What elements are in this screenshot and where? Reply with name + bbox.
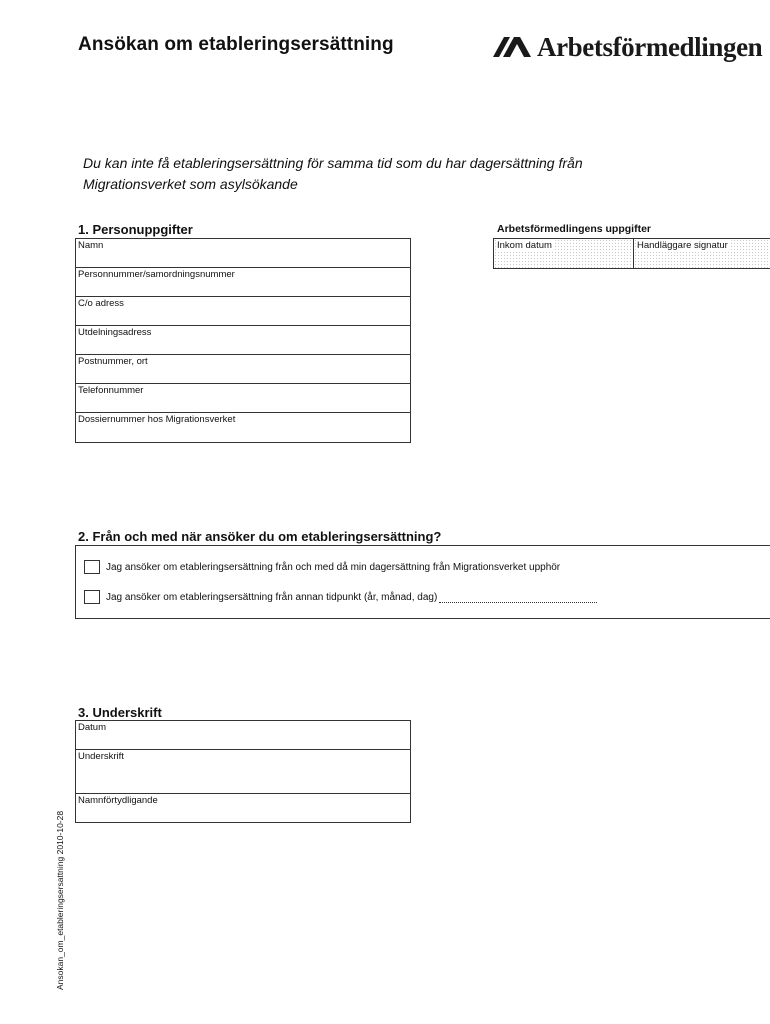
logo-mark-icon: [493, 36, 533, 58]
field-label: Dossiernummer hos Migrationsverket: [78, 414, 236, 425]
other-date-input[interactable]: [439, 592, 597, 603]
field-label: C/o adress: [78, 298, 124, 309]
section-signature-heading: 3. Underskrift: [78, 705, 162, 720]
field-label: Namn: [78, 240, 104, 251]
field-label: Utdelningsadress: [78, 327, 152, 338]
field-name[interactable]: [76, 239, 410, 268]
intro-line: Du kan inte få etableringsersättning för samma tid som du har dagersättning från: [83, 155, 583, 171]
field-label: Inkom datum: [497, 240, 552, 251]
field-phone[interactable]: [76, 384, 410, 413]
field-label: Namnförtydligande: [78, 795, 158, 806]
field-postcode-city[interactable]: [76, 355, 410, 384]
form-id-vertical: Ansokan_om_etableringsersattning 2010-10-28: [55, 810, 65, 990]
field-label: Postnummer, ort: [78, 356, 148, 367]
field-signature[interactable]: [76, 750, 410, 794]
field-postal-address[interactable]: [76, 326, 410, 355]
signature-box: [75, 720, 411, 823]
agency-heading: Arbetsförmedlingens uppgifter: [497, 223, 652, 235]
start-date-box: [75, 545, 770, 619]
field-officer-signature: [633, 239, 770, 268]
field-received-date: [494, 239, 633, 268]
field-label: Underskrift: [78, 751, 124, 762]
field-date[interactable]: [76, 721, 410, 750]
field-dossier-number[interactable]: [76, 413, 410, 442]
option-row: [84, 560, 560, 574]
option-checkbox-other-date[interactable]: [84, 590, 100, 604]
field-personal-number[interactable]: [76, 268, 410, 297]
form-title: Ansökan om etableringsersättning: [78, 34, 394, 55]
logo-text: Arbetsförmedlingen: [537, 31, 763, 62]
field-label: Personnummer/samordningsnummer: [78, 269, 235, 280]
field-label: Handläggare signatur: [637, 240, 728, 251]
option-row: [84, 590, 597, 604]
section-start-date-heading: 2. Från och med när ansöker du om etableringsersättning?: [78, 529, 442, 544]
option-checkbox-from-end[interactable]: [84, 560, 100, 574]
field-label: Telefonnummer: [78, 385, 144, 396]
intro-line: Migrationsverket som asylsökande: [83, 176, 298, 192]
section-personal-heading: 1. Personuppgifter: [78, 222, 193, 237]
option-label: Jag ansöker om etableringsersättning från annan tidpunkt (år, månad, dag): [106, 591, 438, 603]
field-name-clarification[interactable]: [76, 794, 410, 822]
agency-logo: [493, 30, 762, 64]
agency-box: [493, 238, 770, 269]
option-label: Jag ansöker om etableringsersättning från och med då min dagersättning från Migrationsverket upphör: [106, 561, 561, 573]
field-label: Datum: [78, 722, 106, 733]
personal-details-box: [75, 238, 411, 443]
field-co-address[interactable]: [76, 297, 410, 326]
intro-notice: [83, 153, 683, 195]
